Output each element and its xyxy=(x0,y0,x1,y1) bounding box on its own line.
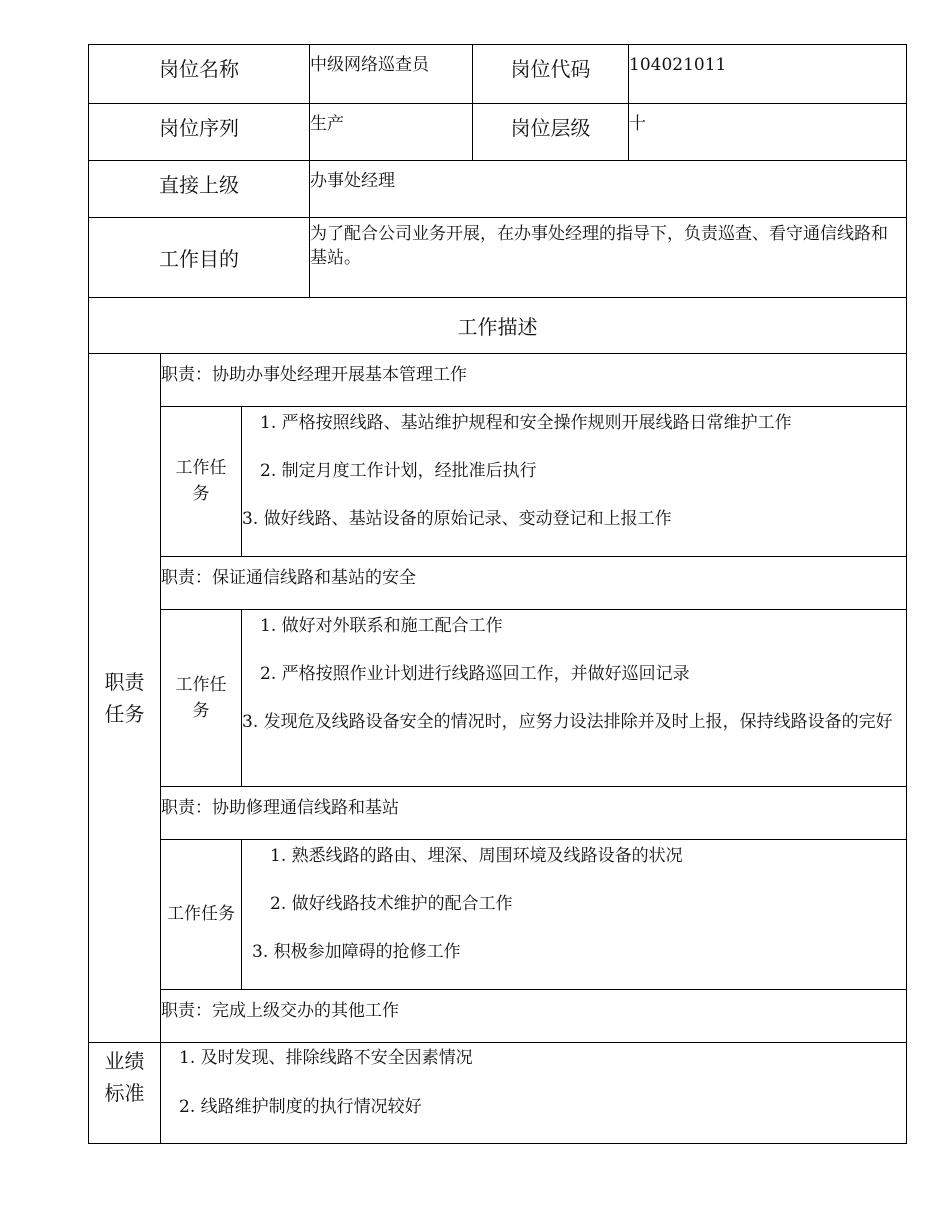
duties-table xyxy=(88,353,907,1144)
task-1-1: 1. 严格按照线路、基站维护规程和安全操作规则开展线路日常维护工作 xyxy=(260,412,792,433)
task-label-1-text: 工作任务 xyxy=(175,458,227,504)
performance-list xyxy=(161,1042,907,1143)
task-1-3: 3. 做好线路、基站设备的原始记录、变动登记和上报工作 xyxy=(242,508,672,529)
purpose-label: 工作目的 xyxy=(89,218,310,298)
duties-label-text: 职责任务 xyxy=(104,669,145,726)
supervisor-value: 办事处经理 xyxy=(310,161,907,218)
performance-item-2: 2. 线路维护制度的执行情况较好 xyxy=(179,1096,422,1117)
performance-item-1: 1. 及时发现、排除线路不安全因素情况 xyxy=(179,1047,473,1068)
task-3-2: 2. 做好线路技术维护的配合工作 xyxy=(270,893,513,914)
responsibility-1: 职责：协助办事处经理开展基本管理工作 xyxy=(161,353,907,406)
position-name-value: 中级网络巡查员 xyxy=(310,45,473,104)
duties-label xyxy=(89,353,161,1042)
task-label-2-text: 工作任务 xyxy=(175,674,227,721)
task-list-3 xyxy=(242,839,907,989)
performance-label xyxy=(89,1042,161,1143)
responsibility-4: 职责：完成上级交办的其他工作 xyxy=(161,989,907,1042)
position-sequence-value: 生产 xyxy=(310,104,473,161)
task-label-3-text: 工作任务 xyxy=(167,904,235,924)
task-list-2 xyxy=(242,609,907,786)
purpose-value: 为了配合公司业务开展，在办事处经理的指导下，负责巡查、看守通信线路和基站。 xyxy=(310,218,907,298)
performance-label-text: 业绩标准 xyxy=(104,1048,145,1105)
position-code-value: 104021011 xyxy=(629,45,907,104)
header-table xyxy=(88,44,907,354)
task-list-1 xyxy=(242,406,907,556)
responsibility-2: 职责：保证通信线路和基站的安全 xyxy=(161,556,907,609)
task-1-2: 2. 制定月度工作计划，经批准后执行 xyxy=(260,460,537,481)
task-label-3 xyxy=(161,839,242,989)
task-2-3: 3. 发现危及线路设备安全的情况时，应努力设法排除并及时上报，保持线路设备的完好 xyxy=(242,711,893,732)
position-code-label: 岗位代码 xyxy=(473,45,629,104)
task-2-2: 2. 严格按照作业计划进行线路巡回工作，并做好巡回记录 xyxy=(260,663,690,684)
position-name-label: 岗位名称 xyxy=(89,45,310,104)
task-3-1: 1. 熟悉线路的路由、埋深、周围环境及线路设备的状况 xyxy=(270,845,683,866)
supervisor-label: 直接上级 xyxy=(89,161,310,218)
responsibility-3: 职责：协助修理通信线路和基站 xyxy=(161,786,907,839)
job-description-form xyxy=(88,44,906,1144)
position-level-value: 十 xyxy=(629,104,907,161)
task-3-3: 3. 积极参加障碍的抢修工作 xyxy=(252,941,461,962)
task-label-1 xyxy=(161,406,242,556)
task-2-1: 1. 做好对外联系和施工配合工作 xyxy=(260,615,503,636)
work-description-title: 工作描述 xyxy=(89,298,907,354)
task-label-2 xyxy=(161,609,242,786)
position-level-label: 岗位层级 xyxy=(473,104,629,161)
position-sequence-label: 岗位序列 xyxy=(89,104,310,161)
